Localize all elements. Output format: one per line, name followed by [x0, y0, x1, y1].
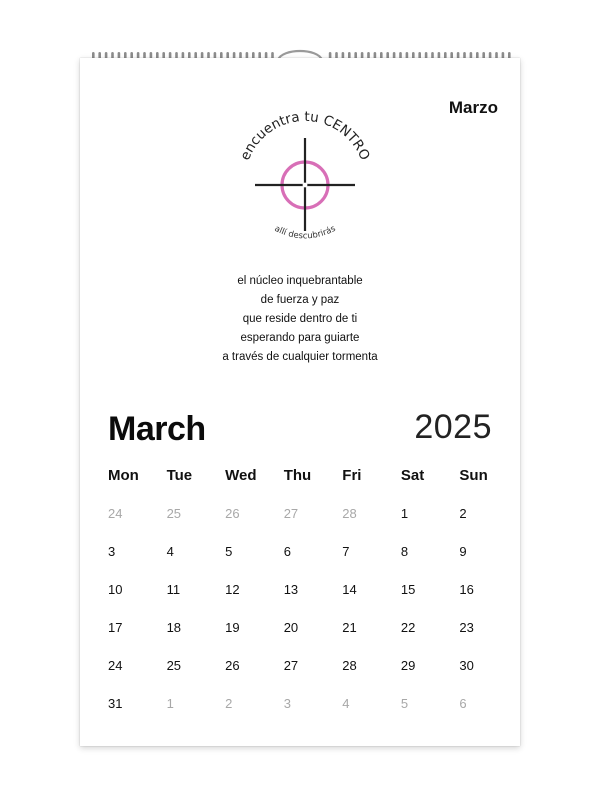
adjacent-month-day-cell: 3	[283, 695, 291, 711]
day-cell: 13	[283, 581, 299, 597]
day-cell: 17	[108, 619, 123, 635]
adjacent-month-day-cell: 2	[225, 695, 233, 711]
month-name-spanish: Marzo	[448, 98, 498, 117]
day-cell: 30	[459, 657, 474, 673]
day-cell: 6	[283, 543, 291, 559]
month-title: March	[108, 410, 206, 448]
quote-line: de fuerza y paz	[260, 294, 340, 306]
centro-logo	[230, 103, 380, 253]
adjacent-month-day-cell: 1	[166, 695, 174, 711]
day-cell: 20	[283, 619, 299, 635]
logo-arc-bottom-text: allí descubrirás	[272, 223, 338, 242]
quote-line: que reside dentro de ti	[242, 313, 358, 325]
logo-arc-top-text: encuentra tu CENTRO	[237, 108, 373, 163]
adjacent-month-day-cell: 4	[342, 695, 350, 711]
weekday-header: Thu	[283, 466, 312, 484]
adjacent-month-day-cell: 6	[459, 695, 467, 711]
day-cell: 23	[459, 619, 474, 635]
day-cell: 28	[342, 657, 357, 673]
day-cell: 31	[108, 695, 123, 711]
day-cell: 8	[400, 543, 409, 559]
year-title: 2025	[414, 408, 492, 446]
day-cell: 29	[400, 657, 416, 673]
weekday-header: Sun	[459, 466, 488, 484]
adjacent-month-day-cell: 28	[342, 505, 357, 521]
quote-block	[80, 272, 520, 367]
day-cell: 4	[166, 543, 174, 559]
day-cell: 5	[225, 543, 233, 559]
adjacent-month-day-cell: 24	[108, 505, 123, 521]
day-cell: 27	[283, 657, 299, 673]
day-cell: 16	[459, 581, 474, 597]
adjacent-month-day-cell: 26	[225, 505, 240, 521]
day-cell: 19	[225, 619, 240, 635]
quote-line: esperando para guiarte	[240, 332, 360, 344]
day-cell: 3	[108, 543, 116, 559]
weekday-header: Sat	[400, 466, 425, 484]
weekday-header: Tue	[166, 466, 193, 484]
day-cell: 25	[166, 657, 182, 673]
day-cell: 22	[400, 619, 416, 635]
day-cell: 10	[108, 581, 123, 597]
quote-line: a través de cualquier tormenta	[222, 351, 378, 363]
crosshair-target-icon	[255, 138, 355, 231]
day-cell: 1	[400, 505, 409, 521]
day-cell: 26	[225, 657, 240, 673]
weekday-header: Mon	[108, 466, 139, 484]
day-cell: 2	[459, 505, 467, 521]
adjacent-month-day-cell: 25	[166, 505, 182, 521]
weekday-header: Wed	[225, 466, 257, 484]
day-cell: 12	[225, 581, 240, 597]
weekday-header: Fri	[342, 466, 362, 484]
day-cell: 15	[400, 581, 416, 597]
day-cell: 18	[166, 619, 182, 635]
day-cell: 14	[342, 581, 357, 597]
adjacent-month-day-cell: 27	[283, 505, 299, 521]
day-cell: 9	[459, 543, 467, 559]
day-cell: 11	[166, 581, 181, 597]
day-cell: 21	[342, 619, 357, 635]
adjacent-month-day-cell: 5	[400, 695, 409, 711]
quote-line: el núcleo inquebrantable	[237, 275, 363, 287]
day-cell: 7	[342, 543, 350, 559]
day-cell: 24	[108, 657, 123, 673]
calendar-page	[80, 58, 520, 746]
calendar-grid	[98, 456, 508, 722]
